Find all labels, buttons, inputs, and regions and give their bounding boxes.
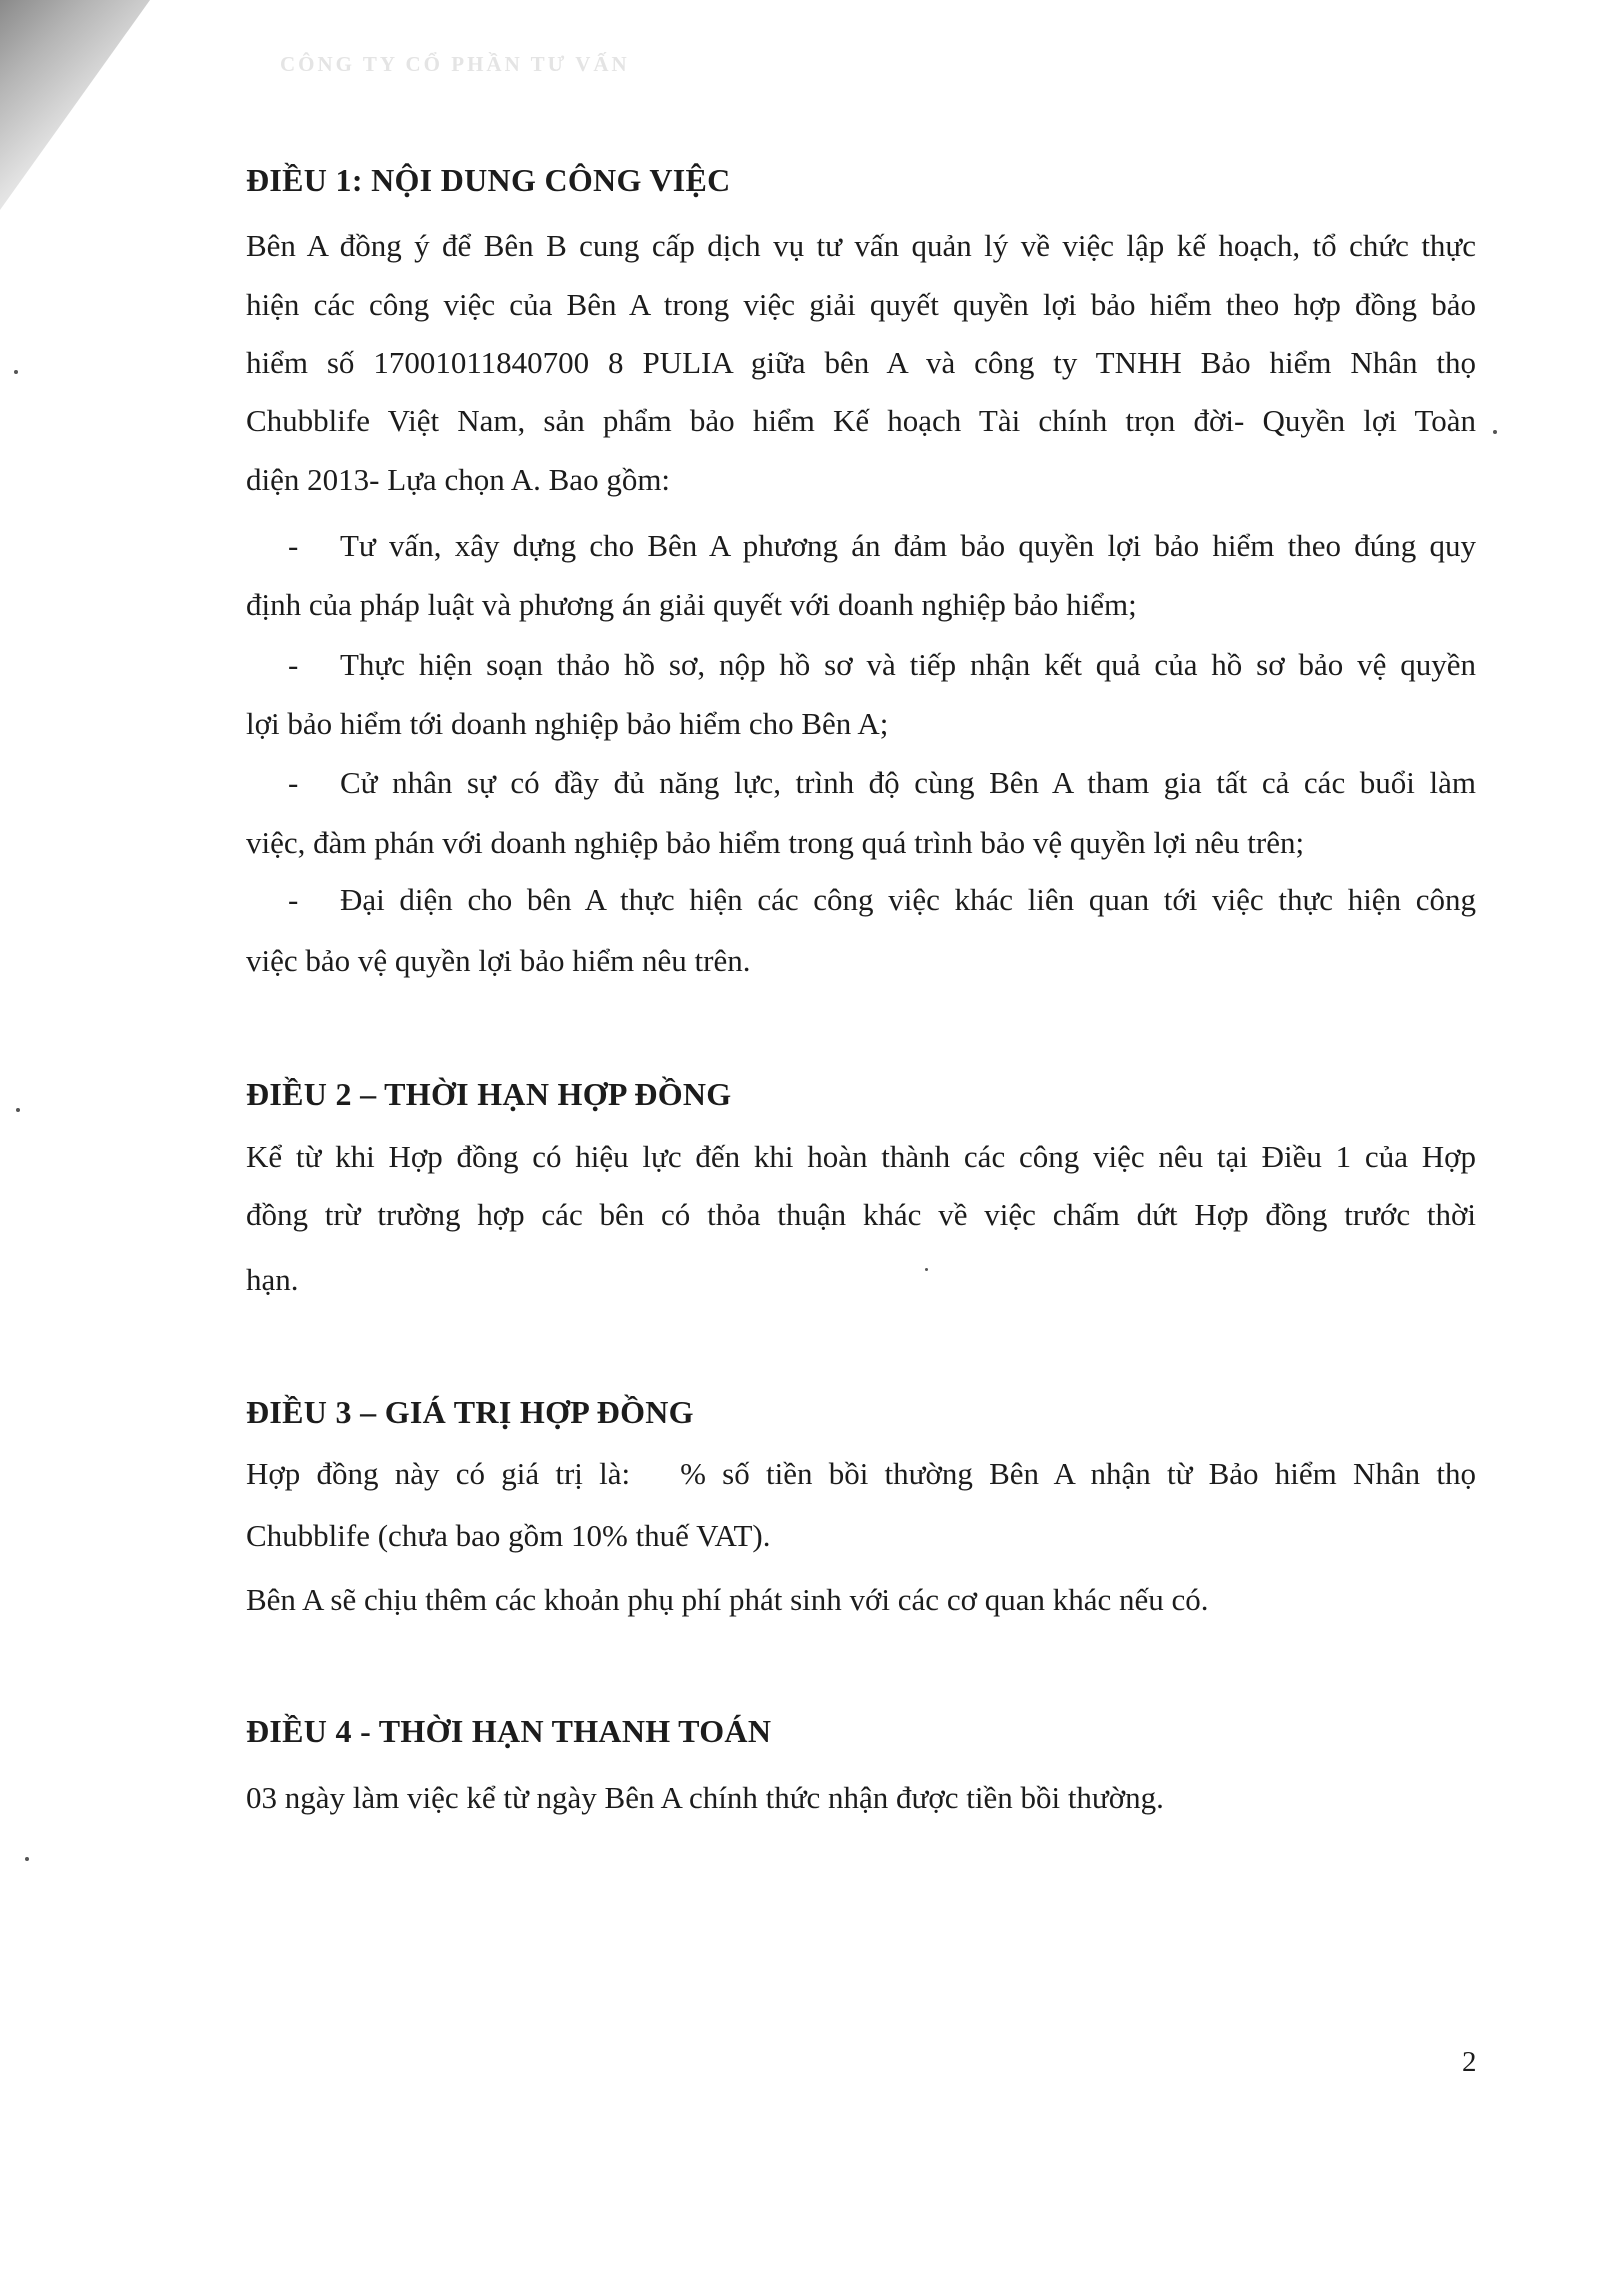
header-watermark: CÔNG TY CỔ PHẦN TƯ VẤN: [280, 52, 630, 76]
article-1-line: Bên A đồng ý để Bên B cung cấp dịch vụ tư vấn quản lý về việc lập kế hoạch, tổ chức thực: [246, 228, 1476, 263]
bullet-dash: -: [288, 528, 299, 563]
bullet-item: [246, 647, 1476, 683]
article-4-line: 03 ngày làm việc kể từ ngày Bên A chính thức nhận được tiền bồi thường.: [246, 1780, 1164, 1815]
article-1-heading: ĐIỀU 1: NỘI DUNG CÔNG VIỆC: [246, 162, 731, 198]
article-1-line: hiện các công việc của Bên A trong việc giải quyết quyền lợi bảo hiểm theo hợp đồng bảo: [246, 287, 1476, 322]
scan-speck: [16, 1108, 20, 1112]
contract-value-line: [246, 1456, 1476, 1492]
bullet-text: Tư vấn, xây dựng cho Bên A phương án đảm bảo quyền lợi bảo hiểm theo đúng quy: [340, 528, 1476, 563]
article-1-line: Chubblife Việt Nam, sản phẩm bảo hiểm Kế hoạch Tài chính trọn đời- Quyền lợi Toàn: [246, 403, 1476, 438]
bullet-item: [246, 765, 1476, 801]
bullet-continuation: định của pháp luật và phương án giải quyết với doanh nghiệp bảo hiểm;: [246, 587, 1137, 622]
bullet-dash: -: [288, 765, 299, 800]
bullet-item: [246, 882, 1476, 918]
article-4-heading: ĐIỀU 4 - THỜI HẠN THANH TOÁN: [246, 1713, 772, 1749]
article-3-line: Bên A sẽ chịu thêm các khoản phụ phí phát sinh với các cơ quan khác nếu có.: [246, 1582, 1209, 1617]
bullet-dash: -: [288, 882, 299, 917]
scan-speck: [25, 1857, 29, 1861]
article-1-line: hiểm số 17001011840700 8 PULIA giữa bên A và công ty TNHH Bảo hiểm Nhân thọ: [246, 345, 1476, 380]
bullet-text: Cử nhân sự có đầy đủ năng lực, trình độ cùng Bên A tham gia tất cả các buổi làm: [340, 765, 1476, 800]
article-2-heading: ĐIỀU 2 – THỜI HẠN HỢP ĐỒNG: [246, 1076, 732, 1112]
bullet-continuation: lợi bảo hiểm tới doanh nghiệp bảo hiểm cho Bên A;: [246, 706, 889, 741]
bullet-text: Đại diện cho bên A thực hiện các công việc khác liên quan tới việc thực hiện công: [340, 882, 1476, 917]
article-3-line: Chubblife (chưa bao gồm 10% thuế VAT).: [246, 1518, 771, 1553]
article-2-line: Kể từ khi Hợp đồng có hiệu lực đến khi hoàn thành các công việc nêu tại Điều 1 của Hợp: [246, 1139, 1476, 1174]
article-1-line: diện 2013- Lựa chọn A. Bao gồm:: [246, 462, 671, 497]
article-2-line: hạn.: [246, 1262, 299, 1297]
page-number: 2: [1462, 2046, 1477, 2078]
page-corner-fold: [0, 0, 150, 210]
scan-speck: [14, 370, 18, 374]
scan-speck: [1493, 430, 1497, 434]
bullet-continuation: việc bảo vệ quyền lợi bảo hiểm nêu trên.: [246, 943, 751, 978]
bullet-dash: -: [288, 647, 299, 682]
article-3-heading: ĐIỀU 3 – GIÁ TRỊ HỢP ĐỒNG: [246, 1394, 694, 1430]
contract-value-text: % số tiền bồi thường Bên A nhận từ Bảo hiểm Nhân thọ: [680, 1456, 1476, 1491]
contract-value-label: Hợp đồng này có giá trị là:: [246, 1456, 631, 1491]
bullet-text: Thực hiện soạn thảo hồ sơ, nộp hồ sơ và tiếp nhận kết quả của hồ sơ bảo vệ quyền: [340, 647, 1476, 682]
scan-speck: [925, 1268, 928, 1271]
article-2-line: đồng trừ trường hợp các bên có thỏa thuận khác về việc chấm dứt Hợp đồng trước thời: [246, 1197, 1476, 1232]
bullet-item: [246, 528, 1476, 564]
bullet-continuation: việc, đàm phán với doanh nghiệp bảo hiểm trong quá trình bảo vệ quyền lợi nêu trên;: [246, 825, 1305, 860]
